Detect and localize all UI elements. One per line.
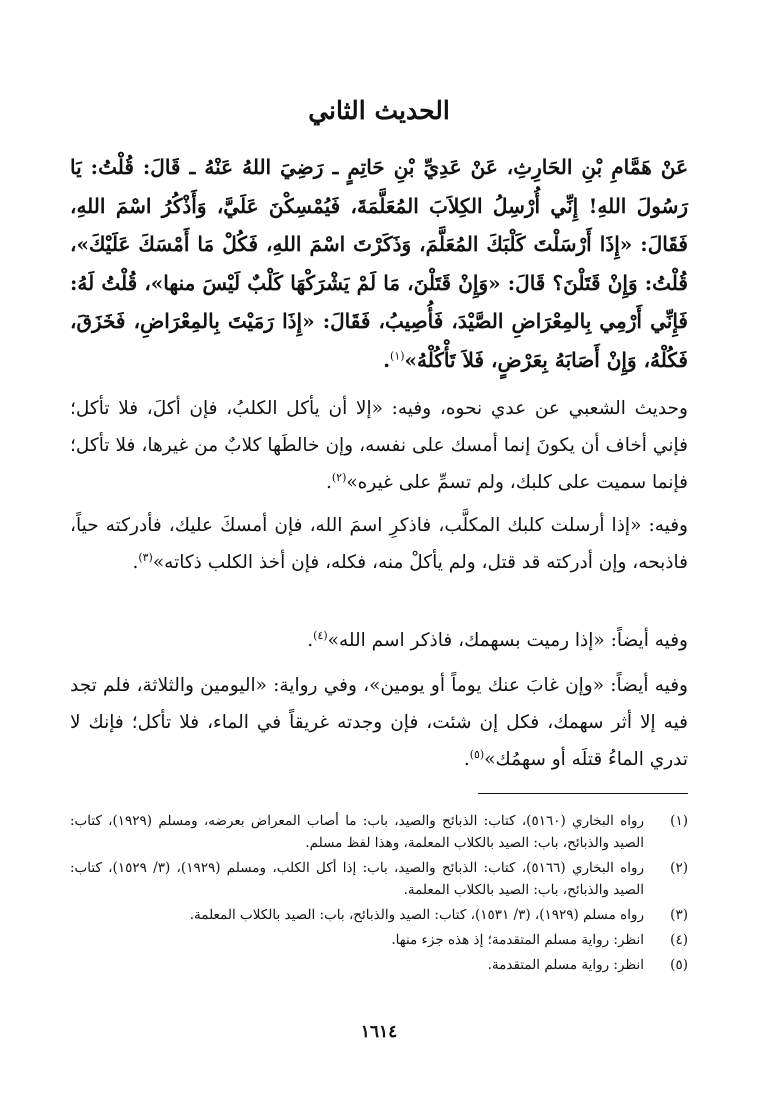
footnote-number: (٢) [670,860,688,876]
paragraph-absent: وفيه أيضاً: «وإن غابَ عنك يوماً أو يومين»، وفي رواية: «اليومين والثلاثة، فلم تجد فيه إلا أثر سهمك، فكل إن شئت، فإن وجدته غريقاً في الماء، فلا تأكل؛ فإنك لا تدري الماءُ قتلَه أو سهمُك»$^{(٥)}$. [70,675,688,770]
page-number: ١٦١٤ [360,1022,398,1042]
footnote-text: انظر: رواية مسلم المتقدمة؛ إذ هذه جزء منها. [391,932,644,948]
footnote-item [70,929,688,951]
footnote-divider [478,793,688,794]
footnote-ref-3[interactable]: (٣) [138,550,153,564]
paragraph-text: وحديث الشعبي عن عدي نحوه، وفيه: «إلا أن يأكل الكلبُ، فإن أكلَ، فلا تأكل؛ فإني أخاف أن يكونَ إنما أمسك على نفسه، وإن خالطَها كلابٌ من غيرها، فلا تأكل؛ فإنما سميت على كلبك، ولم تسمِّ على غيره» [70,398,688,493]
paragraph-arrow: وفيه أيضاً: «إذا رميت بسهمك، فاذكر اسم الله»$^{(٤)}$. [307,628,688,651]
footnote-ref-5[interactable]: (٥) [469,747,485,761]
footnote-text: رواه البخاري (٥١٦٠)، كتاب: الذبائح والصيد، باب: ما أصاب المعراض بعرضه، ومسلم (١٩٢٩)، كتاب: الصيد والذبائح، باب: الصيد بالكلاب المعلمة، وهذا لفظ مسلم. [70,813,644,851]
paragraph-shabi: وحديث الشعبي عن عدي نحوه، وفيه: «إلا أن يأكل الكلبُ، فإن أكلَ، فلا تأكل؛ فإني أخاف أن يكونَ إنما أمسك على نفسه، وإن خالطَها كلابٌ من غيرها، فلا تأكل؛ فإنما سميت على كلبك، ولم تسمِّ على غيره»$^{(٢)}$. [70,398,688,493]
footnote-ref-4[interactable]: (٤) [313,628,328,642]
paragraph-text: وفيه أيضاً: «وإن غابَ عنك يوماً أو يومين»، وفي رواية: «اليومين والثلاثة، فلم تجد فيه إلا أثر سهمك، فكل إن شئت، فإن وجدته غريقاً في الماء، فلا تأكل؛ فإنك لا تدري الماءُ قتلَه أو سهمُك» [70,675,688,770]
footnote-text: رواه مسلم (١٩٢٩)، (٣/ ١٥٣١)، كتاب: الصيد والذبائح، باب: الصيد بالكلاب المعلمة. [189,907,644,923]
hadith-text: عَنْ هَمَّامِ بْنِ الحَارِثِ، عَنْ عَدِيِّ بْنِ حَاتِمٍ ـ رَضِيَ اللهُ عَنْهُ ـ قَالَ: قُلْتُ: يَا رَسُولَ اللهِ! إِنِّي أُرْسِلُ الكِلاَبَ المُعَلَّمَةَ، فَيُمْسِكْنَ عَلَيَّ، وَأَذْكُرُ اسْمَ اللهِ، فَقَالَ: «إِذَا أَرْسَلْتَ كَلْبَكَ المُعَلَّمَ، وَذَكَرْتَ اسْمَ اللهِ، فَكُلْ مَا أَمْسَكَ عَلَيْكَ»، قُلْتُ: وَإِنْ قَتَلْنَ؟ قَالَ: «وَإِنْ قَتَلْنَ، مَا لَمْ يَشْرَكْهَا كَلْبٌ لَيْسَ منها»، قُلْتُ لَهُ: فَإِنِّي أَرْمِي بِالمِعْرَاضِ الصَّيْدَ، فَأُصِيبُ، فَقَالَ: «إِذَا رَمَيْتَ بِالمِعْرَاضِ، فَخَزَقَ، فَكُلْهُ، وَإِنْ أَصَابَهُ بِعَرْضٍ، فَلاَ تَأْكُلْهُ» [70,155,688,372]
footnote-number: (٥) [670,957,688,973]
footnote-item [70,954,688,976]
footnote-number: (٤) [670,932,688,948]
footnote-item [70,857,688,901]
footnote-number: (٣) [670,907,688,923]
footnote-item [70,904,688,926]
paragraph-mukallab: وفيه: «إذا أرسلت كلبك المكلَّب، فاذكرِ اسمَ الله، فإن أمسكَ عليك، فأدركته حياً، فاذبحه، وإن أدركته قد قتل، ولم يأكلْ منه، فكله، فإن أخذ الكلب ذكاته»$^{(٣)}$. [70,515,688,573]
end-dot: . [383,347,391,372]
footnote-item [70,810,688,854]
paragraph-text: وفيه: «إذا أرسلت كلبك المكلَّب، فاذكرِ اسمَ الله، فإن أمسكَ عليك، فأدركته حياً، فاذبحه، وإن أدركته قد قتل، ولم يأكلْ منه، فكله، فإن أخذ الكلب ذكاته» [70,515,688,573]
footnote-text: انظر: رواية مسلم المتقدمة. [487,957,644,973]
footnotes-section [70,810,688,979]
footnote-ref-2[interactable]: (٢) [331,470,347,484]
footnote-ref-1[interactable]: (١) [390,349,405,363]
hadith-text-block [70,148,688,380]
footnote-number: (١) [670,813,688,829]
footnote-text: رواه البخاري (٥١٦٦)، كتاب: الذبائح والصيد، باب: إذا أكل الكلب، ومسلم (١٩٢٩)، (٣/ ١٥٢٩)، كتاب: الصيد والذبائح، باب: الصيد بالكلاب المعلمة. [70,860,644,898]
section-title: الحديث الثاني [308,96,450,125]
paragraph-text: وفيه أيضاً: «إذا رميت بسهمك، فاذكر اسم الله» [327,630,688,651]
